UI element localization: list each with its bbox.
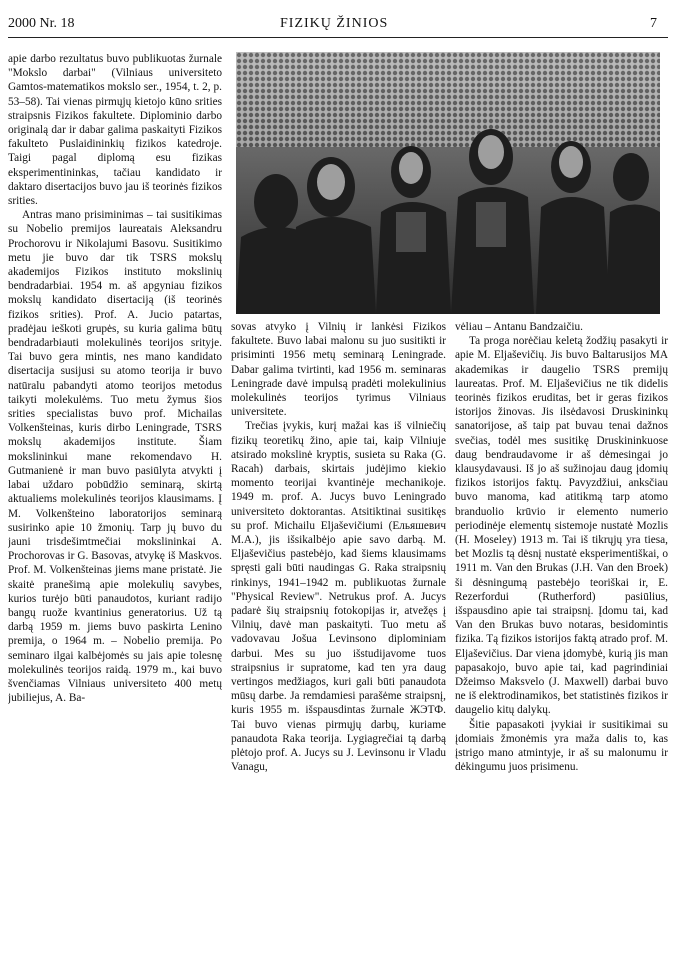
- paragraph: apie darbo rezultatus buvo publikuotas žurnale "Mokslo darbai" (Vilniaus universiteto Gamtos-matematikos mokslo ser., 1954, t. 2, p. 53–58). Tai vienas pirmųjų kietojo kūno srities straipsnis Fizikos fakultete. Diplominio darbo originalą dar ir dabar galima paskaityti Fizikos fakulteto Puslaidininkių fizikos katedroje. Taigi pagal diplomą esu fizikas eksperimentininkas, tačiau kandidato ir daktaro disertacijos buvo jau iš teorinės fizikos srities.: [8, 53, 222, 208]
- journal-title: FIZIKŲ ŽINIOS: [280, 16, 389, 31]
- header-rule: [8, 37, 668, 38]
- text-column-3: [455, 320, 668, 974]
- paragraph: Šitie papasakoti įvykiai ir susitikimai su įdomiais žmonėmis yra maža dalis to, kas įstrigo mano atmintyje, ir aš su malonumu ir dėkingumu juos prisimenu.: [455, 718, 668, 774]
- issue-label: 2000 Nr. 18: [8, 16, 75, 31]
- paragraph: Antras mano prisiminimas – tai susitikimas su Nobelio premijos laureatais Aleksandru Prochorovu ir Nikolajumi Basovu. Susitikimo metu jie buvo dar tik TSRS mokslų akademijos Fizikos instituto mokslinių bendradarbiai. 1954 m. aš apgyniau fizikos mokslų kandidato disertaciją (iš teorinės fizikos srities). Prof. A. Jucio patartas, pradėjau ieškoti grupės, su kuria galima būtų bendradarbiauti molekulinės teorijos srityje. Tai buvo gera mintis, nes mano kandidato disertacija susijusi su atomo teorija ir buvo natūralu pabandyti atomo teorijos metodus taikyti molekulėms. Tuo metu žymus šios srities specialistas buvo prof. Michailas Volkenšteinas, kuris dirbo Leningrade, TSRS mokslų akademijos institute. Šiam mokslininkui mane rekomendavo H. Gutmanienė ir man buvo pasiūlyta atvykti į labai uždaro pobūdžio seminarą, skirtą aktualiems molekulinės teorijos klausimams. Į M. Volkenšteino laboratorijos seminarą susirinko apie 10 žmonių. Tarp jų buvo du jauni trisdešimtmečiai mokslininkai A. Prochorovas ir G. Basovas, atvykę iš Maskvos. Prof. M. Volkenšteinas jiems mane pristatė. Jie skaitė pranešimą apie molekulių savybes, kurios turėjo būti panaudotos, kuriant radijo bangų ruože kvantinius generatorius. Už tą darbą 1959 m. jiems buvo paskirta Lenino premija, o 1964 m. – Nobelio premija. Po seminaro ilgai kalbėjomės su jais apie tolesnę molekulinės teorijos raidą. 1979 m., kai buvo švenčiamas Vilniaus universiteto 400 metų jubiliejus, A. Ba-: [8, 209, 222, 705]
- paragraph: vėliau – Antanu Bandzaičiu.: [455, 321, 583, 333]
- paragraph: Trečias įvykis, kurį mažai kas iš vilniečių fizikų teoretikų žino, apie tai, kaip Vilniuje atsirado mokslinė kryptis, susieta su Raka (G. Racah) darbais, skirtais judėjimo kiekio momento teorijai kvantinėje mechanikoje. 1949 m. prof. A. Jucys buvo Leningrado universiteto doktorantas. Atsitiktinai susitikęs su prof. Michailu Eljaševičiumi (Ельяшевич М.А.), jis išsikalbėjo apie savo darbą. M. Eljaševičius pastebėjo, kad šiems klausimams spręsti gali būti naudingas G. Raka straipsnių rinkinys, 1941–1942 m. publikuotas žurnale "Physical Review". Netrukus prof. A. Jucys padarė šių straipsnių fotokopijas ir, atvežęs į Vilnių, davė man paskaityti. Tuo metu aš vadovavau Jošua Levinsono diplominiam darbui. Mes su juo išstudijavome tuos straipsnius ir supratome, kad ten yra daug vertingos medžiagos, kuri gali būti panaudota mūsų darbe. Ja remdamiesi parašėme straipsnį, kuris 1955 m. išspausdintas žurnale ЖЭТФ. Tai buvo vienas pirmųjų darbų, kuriame panaudota Raka teorija. Lygiagrečiai tą darbą plėtojo prof. A. Jucys su J. Levinsonu ir Vladu Vanagu,: [231, 420, 446, 774]
- running-header: [0, 16, 680, 36]
- page-number: 7: [650, 16, 657, 31]
- paragraph: Ta proga norėčiau keletą žodžių pasakyti ir apie M. Eljaševičių. Jis buvo Baltarusijos MA akademikas ir daugelio TSRS premijų laureatas. Prof. M. Eljaševičius ne tik didelis teorinės fizikos eruditas, bet ir geras fizikos istorijos žinovas. Jis ilsėdavosi Druskininkų sanatorijose, aš taip pat buvau tenai dažnos svečias, todėl mes susitikę Druskininkuose daug bendraudavome ir aš dėmesingai jo klausydavausi. Iš jo aš sužinojau daug įdomių fizikos istorijos faktų. Pavyzdžiui, anksčiau buvo manoma, kad atitikmą tarp atomo branduolio krūvio ir elemento numerio periodinėje elementų sistemoje nustatė Mozlis (H. Moseley) 1913 m. Tai iš tikrųjų yra tiesa, bet Mozlis tą dėsnį nustatė eksperimentiškai, o 1911 m. Van den Brukas (J.H. Van den Broek) ši dėsningumą pastebėjo teoriškai ir, E. Rezerfordui (Rutherford) pasiūlius, išspausdino apie tai straipsnį. Įdomu tai, kad Van den Brukas buvo notaras, besidomintis fizika. Tą fizikos istorijos faktą atrado prof. M. Eljaševičius. Dar viena įdomybė, kurią jis man papasakojo, buvo apie tai, kad pagrindiniai Džeimso Maksvelo (J. Maxwell) darbai buvo ne iš elektrodinamikos, bet statistinės fizikos ir daugelio kitų dalykų.: [455, 335, 668, 717]
- text-column-2: [231, 320, 446, 974]
- paragraph: sovas atvyko į Vilnių ir lankėsi Fizikos fakultete. Buvo labai malonu su juo susitikti ir prisiminti 1956 metų seminarą Leningrade. Dabar galima tvirtinti, kad 1956 m. seminaras Leningrade davė impulsą pradėti molekulinius molekulinės teorijos tyrimus Vilniaus universitete.: [231, 321, 446, 419]
- text-column-1: [8, 52, 222, 974]
- group-photo: [236, 52, 660, 314]
